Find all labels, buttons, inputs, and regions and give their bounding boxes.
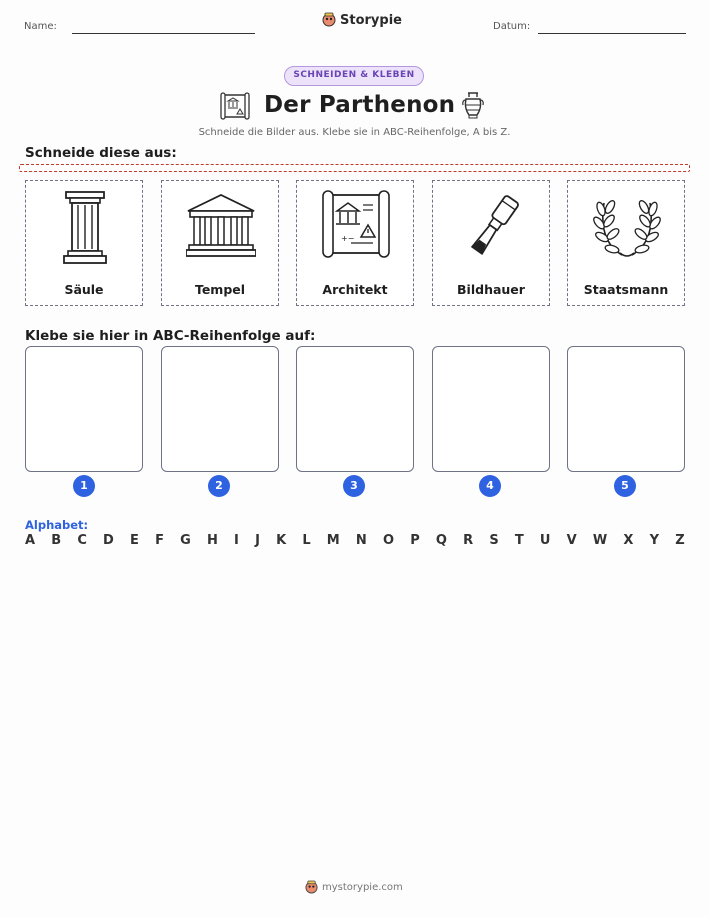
- paste-box-1[interactable]: [25, 346, 143, 472]
- column-icon: [50, 189, 120, 267]
- alphabet-letter: O: [382, 533, 395, 548]
- instructions: Schneide die Bilder aus. Klebe sie in ABC-Reihenfolge, A bis Z.: [198, 127, 511, 138]
- alphabet-letter: X: [623, 533, 634, 548]
- activity-badge: SCHNEIDEN & KLEBEN: [284, 66, 424, 86]
- alphabet-letter: M: [326, 533, 340, 548]
- alphabet-letter: U: [539, 533, 551, 548]
- number-badge-5: 5: [614, 475, 636, 497]
- number-badge-3: 3: [343, 475, 365, 497]
- paste-section-heading: Klebe sie hier in ABC-Reihenfolge auf:: [25, 328, 316, 344]
- card-label: Säule: [64, 282, 104, 297]
- alphabet-letter: P: [410, 533, 420, 548]
- temple-icon: [186, 189, 256, 267]
- paste-box-2[interactable]: [161, 346, 279, 472]
- date-line[interactable]: [538, 33, 686, 34]
- name-label: Name:: [24, 21, 57, 32]
- cut-card-tempel[interactable]: [161, 180, 279, 306]
- paste-box-3[interactable]: [296, 346, 414, 472]
- alphabet-letter: J: [255, 533, 260, 548]
- page-title: Der Parthenon: [264, 92, 456, 118]
- alphabet-letter: E: [130, 533, 139, 548]
- alphabet-letter: G: [180, 533, 191, 548]
- storypie-mascot-icon: [305, 880, 318, 895]
- alphabet-letters: [25, 533, 685, 548]
- brand-name: Storypie: [340, 12, 402, 28]
- footer: [305, 880, 403, 895]
- blueprint-icon: [220, 92, 250, 120]
- alphabet-letter: H: [206, 533, 218, 548]
- footer-url: mystorypie.com: [322, 882, 403, 893]
- card-label: Staatsmann: [583, 282, 669, 297]
- card-label: Bildhauer: [457, 282, 525, 297]
- cut-card-staatsmann[interactable]: [567, 180, 685, 306]
- alphabet-label: Alphabet:: [25, 518, 89, 532]
- card-label: Tempel: [194, 282, 246, 297]
- alphabet-letter: L: [302, 533, 311, 548]
- number-badge-2: 2: [208, 475, 230, 497]
- chisel-icon: [457, 189, 527, 267]
- alphabet-letter: F: [155, 533, 164, 548]
- cut-line: [19, 164, 690, 172]
- alphabet-letter: I: [234, 533, 239, 548]
- alphabet-letter: Y: [649, 533, 660, 548]
- cut-card-bildhauer[interactable]: [432, 180, 550, 306]
- brand-logo: [322, 12, 402, 28]
- alphabet-letter: B: [51, 533, 62, 548]
- alphabet-letter: S: [489, 533, 499, 548]
- alphabet-letter: N: [355, 533, 367, 548]
- cut-section-heading: Schneide diese aus:: [25, 145, 177, 161]
- alphabet-letter: D: [103, 533, 114, 548]
- alphabet-letter: T: [514, 533, 524, 548]
- name-line[interactable]: [72, 33, 255, 34]
- alphabet-letter: W: [592, 533, 608, 548]
- number-badge-4: 4: [479, 475, 501, 497]
- cut-card-saeule[interactable]: [25, 180, 143, 306]
- alphabet-letter: V: [566, 533, 577, 548]
- card-label: Architekt: [322, 282, 388, 297]
- blueprint-icon: [321, 189, 391, 267]
- alphabet-letter: R: [463, 533, 474, 548]
- alphabet-letter: C: [77, 533, 87, 548]
- storypie-mascot-icon: [322, 12, 336, 28]
- alphabet-letter: Z: [675, 533, 685, 548]
- laurel-wreath-icon: [592, 189, 662, 267]
- date-label: Datum:: [493, 21, 531, 32]
- alphabet-letter: Q: [435, 533, 447, 548]
- paste-box-5[interactable]: [567, 346, 685, 472]
- alphabet-letter: K: [276, 533, 287, 548]
- svg-text:+−: +−: [341, 234, 355, 243]
- cut-card-architekt[interactable]: [296, 180, 414, 306]
- alphabet-letter: A: [25, 533, 36, 548]
- paste-box-4[interactable]: [432, 346, 550, 472]
- number-badge-1: 1: [73, 475, 95, 497]
- amphora-icon: [460, 90, 486, 120]
